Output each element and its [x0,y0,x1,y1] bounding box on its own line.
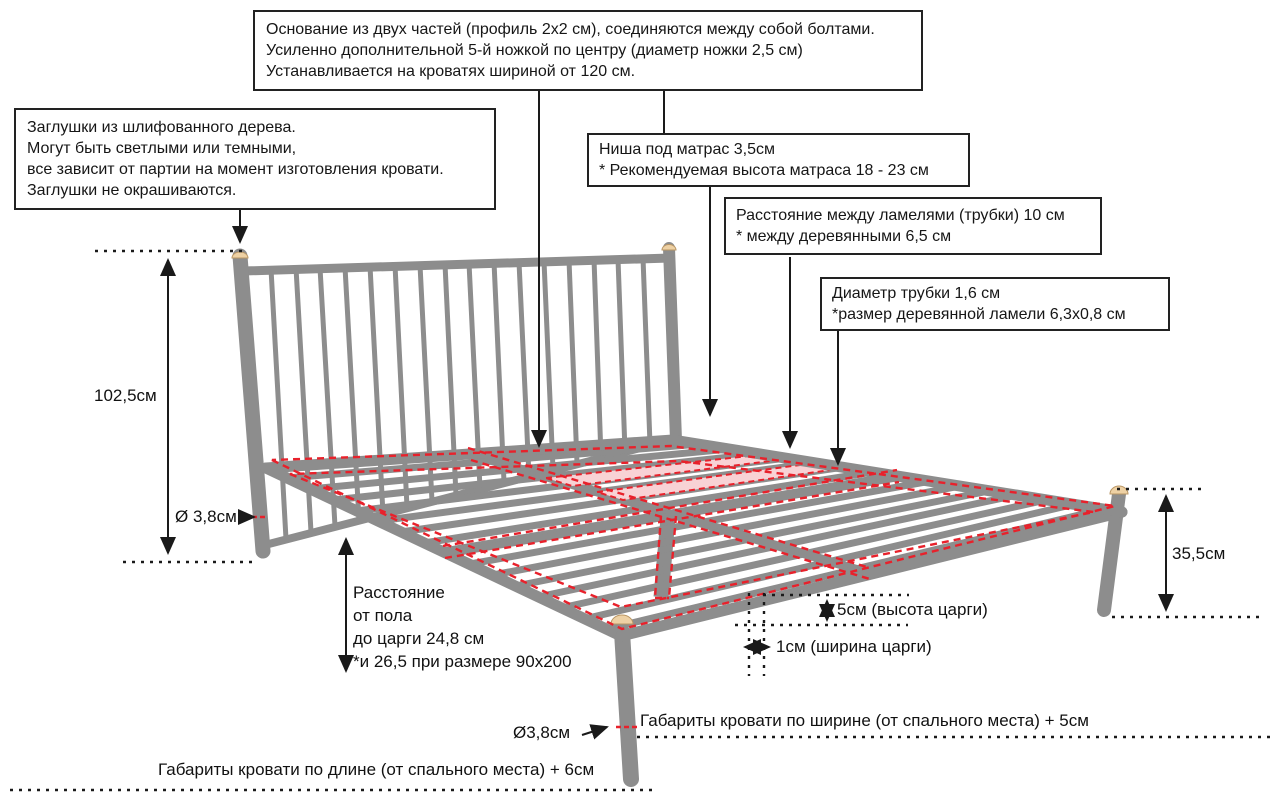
label-foot-height: 35,5см [1172,544,1226,563]
headboard-right-post [669,248,676,440]
callout-plugs-line2: Могут быть светлыми или темными, [27,140,297,157]
callout-plugs-line4: Заглушки не окрашиваются. [27,182,237,199]
headboard-top-rail [244,258,670,271]
callout-tube-line2: *размер деревянной ламели 6,3x0,8 см [832,306,1126,323]
pointer-leg-diameter-foot [582,727,607,735]
headboard-left-post [240,256,263,551]
label-floor-to-rail-line1: Расстояние [353,583,445,602]
callout-plugs [14,108,496,210]
label-floor-to-rail [353,581,572,673]
callout-tube-line1: Диаметр трубки 1,6 см [832,285,1001,302]
label-leg-diameter-foot: Ø3,8см [513,723,571,742]
callout-niche-line1: Ниша под матрас 3,5см [599,141,776,158]
label-leg-diameter-head: Ø 3,8см [175,507,237,526]
callout-lamella-line2: * между деревянными 6,5 см [736,228,952,245]
label-rail-width: 1см (ширина царги) [776,637,932,656]
label-total-height: 102,5см [94,386,157,405]
callout-lamella-spacing [724,197,1102,255]
headboard [240,248,676,551]
callout-niche-line2: * Рекомендуемая высота матраса 18 - 23 см [599,162,929,179]
label-rail-height: 5см (высота царги) [837,600,988,619]
callout-base-line1: Основание из двух частей (профиль 2x2 см), соединяются между собой болтами. [266,21,875,38]
label-overall-width: Габариты кровати по ширине (от спального места) + 5см [640,711,1089,730]
foot-near-leg [622,632,631,779]
callout-plugs-line3: все зависит от партии на момент изготовления кровати. [27,161,444,178]
cap-foot-near-icon [611,615,633,624]
label-floor-to-rail-line3: до царги 24,8 см [353,629,485,648]
callout-plugs-line1: Заглушки из шлифованного дерева. [27,119,296,136]
callout-lamella-line1: Расстояние между ламелями (трубки) 10 см [736,207,1065,224]
callout-base-line3: Устанавливается на кроватях шириной от 120 см. [266,63,636,80]
callout-tube-diameter [820,277,1170,331]
callout-base-line2: Усиленно дополнительной 5-й ножкой по центру (диаметр ножки 2,5 см) [266,42,803,59]
label-floor-to-rail-line4: *и 26,5 при размере 90x200 [353,652,572,671]
label-overall-length: Габариты кровати по длине (от спального места) + 6см [158,760,595,779]
callout-mattress-niche [587,133,970,187]
label-floor-to-rail-line2: от пола [353,606,413,625]
callout-base [253,10,923,91]
